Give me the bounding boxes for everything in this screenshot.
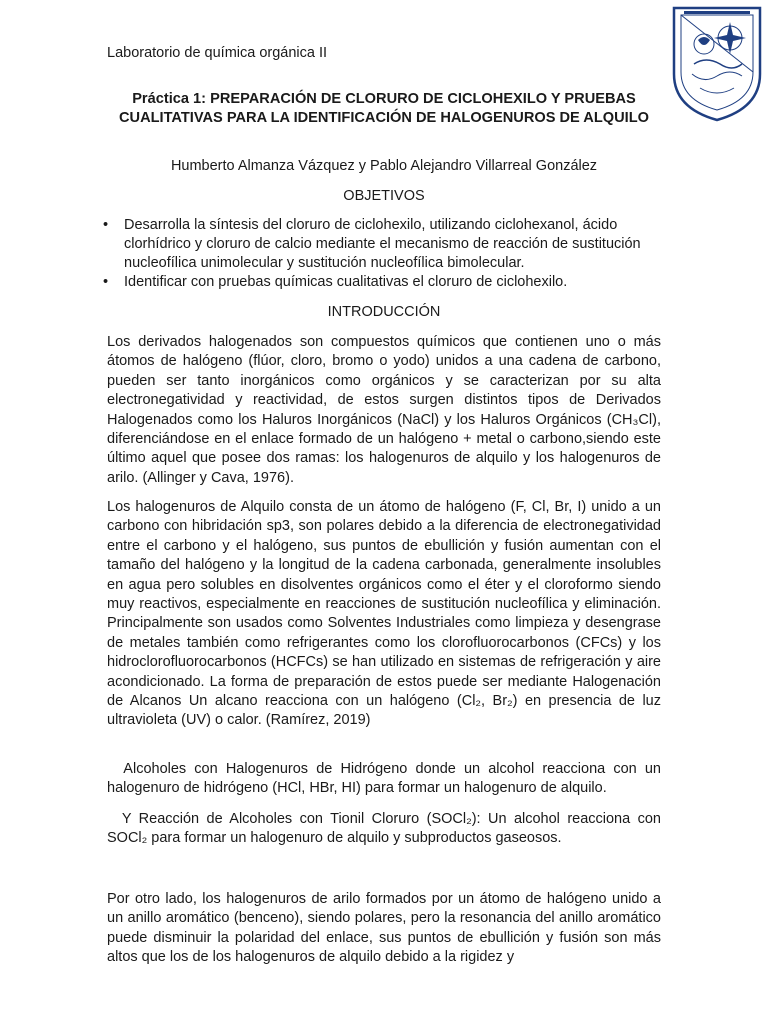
bullet-icon: • <box>103 274 109 290</box>
university-seal-logo <box>670 4 764 122</box>
intro-paragraph: Los derivados halogenados son compuestos químicos que contienen uno o más átomos de halógeno (flúor, cloro, bromo o yodo) unidos a una cadena de carbono, pueden ser tanto inorgánicos como orgánicos y se caracterizan por su alta electronegatividad y reactividad, de estos surgen distintos tipos de Derivados Halogenados como los Haluros Inorgánicos (NaCl) y los Haluros Orgánicos (CH₃Cl), diferenciándose en el enlace formado de un halógeno + metal o carbono,siendo este último aquel que posee dos ramas: los halogenuros de alquilo y los halogenuros de arilo. (Allinger y Cava, 1976). <box>107 334 661 486</box>
paper-title: Práctica 1: PREPARACIÓN DE CLORURO DE CICLOHEXILO Y PRUEBAS CUALITATIVAS PARA LA IDENTIFICACIÓN DE HALOGENUROS DE ALQUILO <box>119 91 649 126</box>
course-name: Laboratorio de química orgánica II <box>107 45 328 61</box>
intro-paragraph: Alcoholes con Halogenuros de Hidrógeno donde un alcohol reacciona con un halogenuro de hidrógeno (HCl, HBr, HI) para formar un halogenuro de alquilo. <box>107 761 666 797</box>
intro-paragraph: Por otro lado, los halogenuros de arilo formados por un átomo de halógeno unido a un anillo aromático (benceno), siendo polares, pero la resonancia del anillo aromático puede disminuir la polaridad del enlace, sus puntos de ebullición y fusión son más altos que los de los halogenuros de alquilo debido a la rigidez y <box>107 891 661 966</box>
intro-paragraph: Los halogenuros de Alquilo consta de un átomo de halógeno (F, Cl, Br, I) unido a un carbono con hibridación sp3, son polares debido a la diferencia de electronegatividad entre el carbono y el halógeno, sus puntos de ebullición y fusión aumentan con el tamaño del halógeno y la longitud de la cadena carbonada, generalmente insolubles en agua pero solubles en disolventes orgánicos como el éter y el cloroformo siendo muy reactivos, especialmente en reacciones de sustitución nucleofílica y eliminación. Principalmente son usados como Solventes Industriales como limpieza y desengrase de metales también como refrigerantes como los clorofluorocarbonos (CFCs) y los hidroclorofluorocarbonos (HCFCs) se han utilizado en sistemas de refrigeración y aire acondicionado. La forma de preparación de estos puede ser mediante Halogenación de Alcanos Un alcano reacciona con un halógeno (Cl₂, Br₂) en presencia de luz ultravioleta (UV) o calor. (Ramírez, 2019) <box>107 499 661 729</box>
introduction-heading: INTRODUCCIÓN <box>327 304 441 320</box>
author-list: Humberto Almanza Vázquez y Pablo Alejandro Villarreal González <box>170 158 598 174</box>
objective-text: Desarrolla la síntesis del cloruro de ciclohexilo, utilizando ciclohexanol, ácido clorhídrico y cloruro de calcio mediante el mecanismo de reacción de sustitución nucleofílica unimolecular y sustitución nucleofílica bimolecular. <box>124 217 641 271</box>
objectives-heading: OBJETIVOS <box>343 188 425 204</box>
list-item <box>100 216 666 273</box>
bullet-icon: • <box>103 217 109 233</box>
objectives-list <box>100 216 666 292</box>
objective-text: Identificar con pruebas químicas cualitativas el cloruro de ciclohexilo. <box>124 274 568 290</box>
list-item <box>100 273 666 292</box>
intro-paragraph: Y Reacción de Alcoholes con Tionil Cloruro (SOCl₂): Un alcohol reacciona con SOCl₂ para formar un halogenuro de alquilo y subproductos gaseosos. <box>107 811 666 847</box>
